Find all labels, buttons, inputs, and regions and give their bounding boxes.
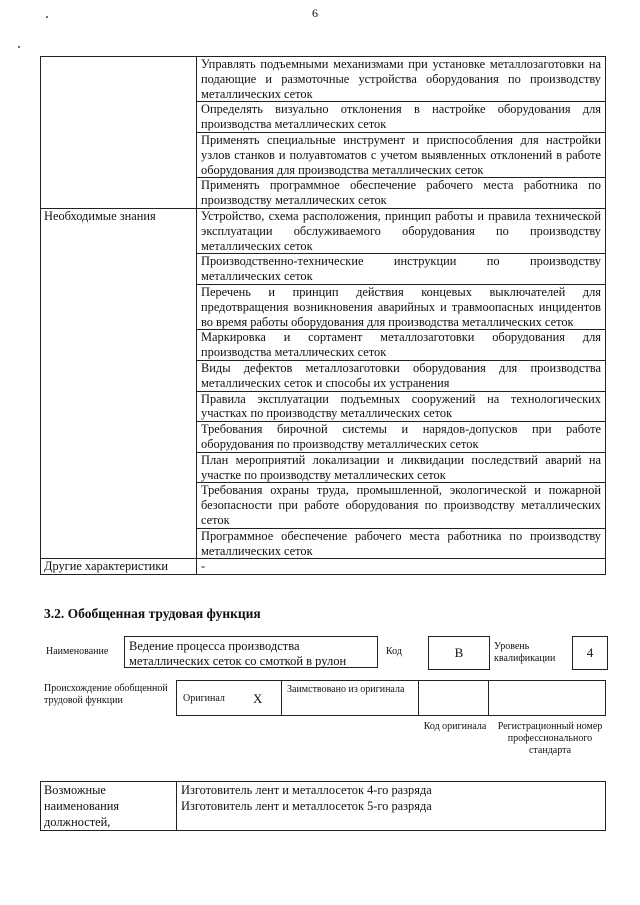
positions-table xyxy=(40,781,606,831)
original-cell xyxy=(176,680,282,716)
knowledge-cell: Правила эксплуатации подъемных сооружений на технологических участках по производству металлических сеток xyxy=(197,391,606,422)
knowledge-cell: Программное обеспечение рабочего места работника по производству металлических сеток xyxy=(197,528,606,559)
borrowed-cell xyxy=(281,680,419,716)
skill-cell: Управлять подъемными механизмами при установке металлозаготовки на подающие и размоточные устройства оборудования по производству металлических сеток xyxy=(197,57,606,102)
table-row xyxy=(41,559,606,575)
function-name: Ведение процесса производства металлических сеток со смоткой в рулон xyxy=(124,636,378,668)
knowledge-cell: Маркировка и сортамент металлозаготовки оборудования для производства металлических сеток xyxy=(197,330,606,361)
knowledge-cell: Производственно-технические инструкции по производству металлических сеток xyxy=(197,254,606,285)
page-number: 6 xyxy=(312,6,318,20)
knowledge-cell: Требования бирочной системы и нарядов-допусков при работе оборудования по производству металлических сеток xyxy=(197,422,606,453)
position-item: Изготовитель лент и металлосеток 5-го разряда xyxy=(181,799,432,813)
positions-label: Возможные наименования должностей, xyxy=(41,782,177,831)
knowledge-cell: Требования охраны труда, промышленной, экологической и пожарной безопасности при работе оборудования по производству металлических сеток xyxy=(197,483,606,528)
table-row xyxy=(41,782,606,831)
code-value: В xyxy=(428,636,490,670)
code-label: Код xyxy=(386,646,402,657)
reg-number-cell xyxy=(488,680,606,716)
skills-knowledge-table xyxy=(40,56,606,575)
borrowed-label: Заимствовано из оригинала xyxy=(287,684,405,695)
original-label: Оригинал xyxy=(183,693,225,704)
knowledge-cell: Виды дефектов металлозаготовки оборудования для производства металлических сеток и способы их устранения xyxy=(197,360,606,391)
skill-cell: Определять визуально отклонения в настройке оборудования для производства металлических сеток xyxy=(197,102,606,133)
positions-values-cell xyxy=(177,782,606,831)
level-value: 4 xyxy=(572,636,608,670)
knowledge-cell: План мероприятий локализации и ликвидации последствий аварий на участке по производству металлических сеток xyxy=(197,452,606,483)
position-item: Изготовитель лент и металлосеток 4-го разряда xyxy=(181,783,432,797)
knowledge-label: Необходимые знания xyxy=(41,208,197,558)
knowledge-cell: Перечень и принцип действия концевых выключателей для предотвращения возникновения аварийных и травмоопасных инцидентов во время работы оборудования для производства металлических сеток xyxy=(197,284,606,329)
table-row xyxy=(41,57,606,102)
level-label: Уровень квалификации xyxy=(494,641,556,664)
name-label: Наименование xyxy=(46,646,109,657)
scan-speck xyxy=(46,16,48,18)
origin-label: Происхождение обобщенной трудовой функции xyxy=(44,683,168,706)
reg-number-caption: Регистрационный номер профессионального стандарта xyxy=(497,721,603,756)
skills-label-cell xyxy=(41,57,197,209)
other-value: - xyxy=(197,559,606,575)
section-title: 3.2. Обобщенная трудовая функция xyxy=(44,606,261,621)
skill-cell: Применять специальные инструмент и приспособления для настройки узлов станков и полуавтоматов с учетом выявленных отклонений в работе оборудования для производства металлических сеток xyxy=(197,132,606,177)
scan-speck xyxy=(18,46,20,48)
table-row xyxy=(41,208,606,253)
other-label: Другие характеристики xyxy=(41,559,197,575)
original-mark: X xyxy=(253,691,263,706)
code-original-caption: Код оригинала xyxy=(423,721,487,732)
code-original-cell xyxy=(418,680,489,716)
knowledge-cell: Устройство, схема расположения, принцип работы и правила технической эксплуатации обслуживаемого оборудования по производству металлических сеток xyxy=(197,208,606,253)
skill-cell: Применять программное обеспечение рабочего места работника по производству металлических сеток xyxy=(197,178,606,209)
